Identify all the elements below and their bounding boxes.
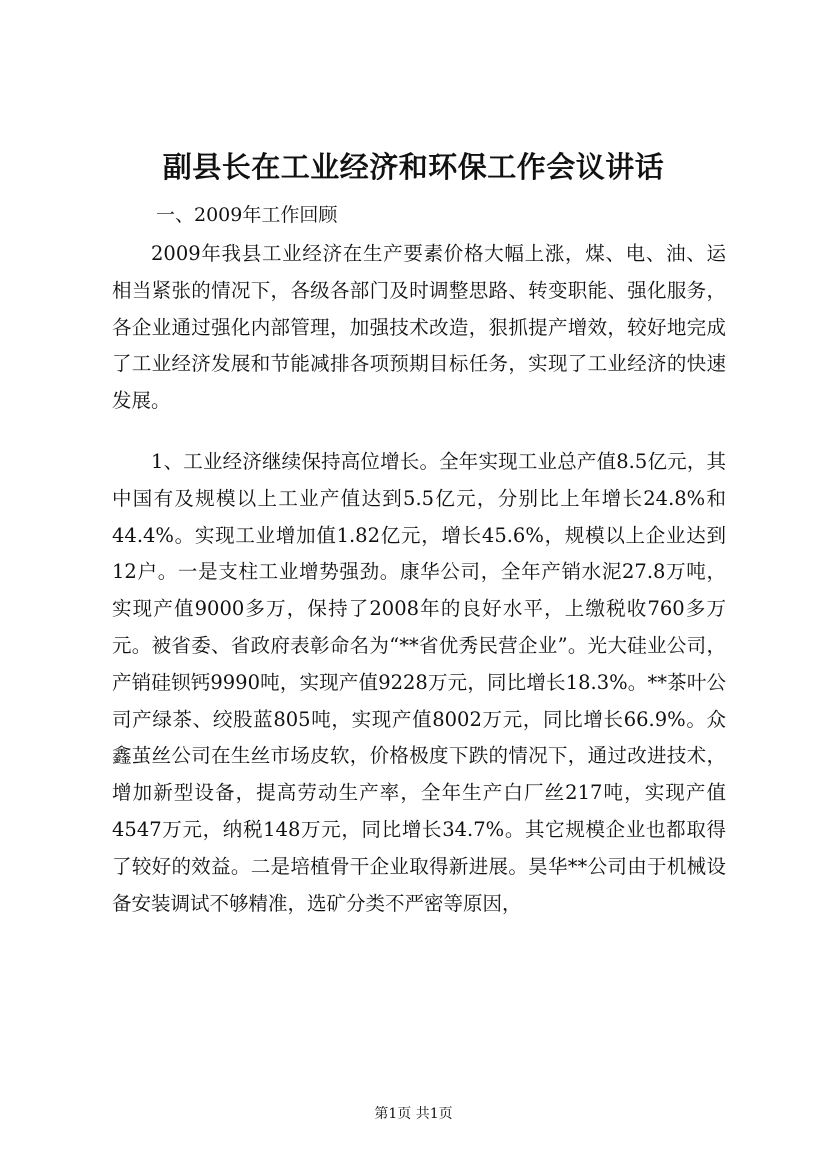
document-title: 副县长在工业经济和环保工作会议讲话 — [162, 150, 665, 184]
section-heading: 一、2009年工作回顾 — [156, 204, 338, 226]
page-footer: 第1页 共1页 — [374, 1106, 453, 1122]
body-paragraph: 2009年我县工业经济在生产要素价格大幅上涨，煤、电、油、运相当紧张的情况下，各级各部门及时调整思路、转变职能、强化服务，各企业通过强化内部管理，加强技术改造，狠抓提产增效，较好地完成了工业经济发展和节能减排各项预期目标任务，实现了工业经济的快速发展。 — [112, 242, 726, 413]
body-paragraph: 1、工业经济继续保持高位增长。全年实现工业总产值8.5亿元，其中国有及规模以上工业产值达到5.5亿元，分别比上年增长24.8%和44.4%。实现工业增加值1.82亿元，增长45.6%，规模以上企业达到12户。一是支柱工业增势强劲。康华公司，全年产销水泥27.8万吨，实现产值9000多万，保持了2008年的良好水平，上缴税收760多万元。被省委、省政府表彰命名为“**省优秀民营企业”。光大硅业公司，产销硅钡钙9990吨，实现产值9228万元，同比增长18.3%。**茶叶公司产绿茶、绞股蓝805吨，实现产值8002万元，同比增长66.9%。众鑫茧丝公司在生丝市场皮软，价格极度下跌的情况下，通过改进技术，增加新型设备，提高劳动生产率，全年生产白厂丝217吨，实现产值4547万元，纳税148万元，同比增长34.7%。其它规模企业也都取得了较好的效益。二是培植骨干企业取得新进展。昊华**公司由于机械设备安装调试不够精准，选矿分类不严密等原因， — [112, 450, 726, 915]
